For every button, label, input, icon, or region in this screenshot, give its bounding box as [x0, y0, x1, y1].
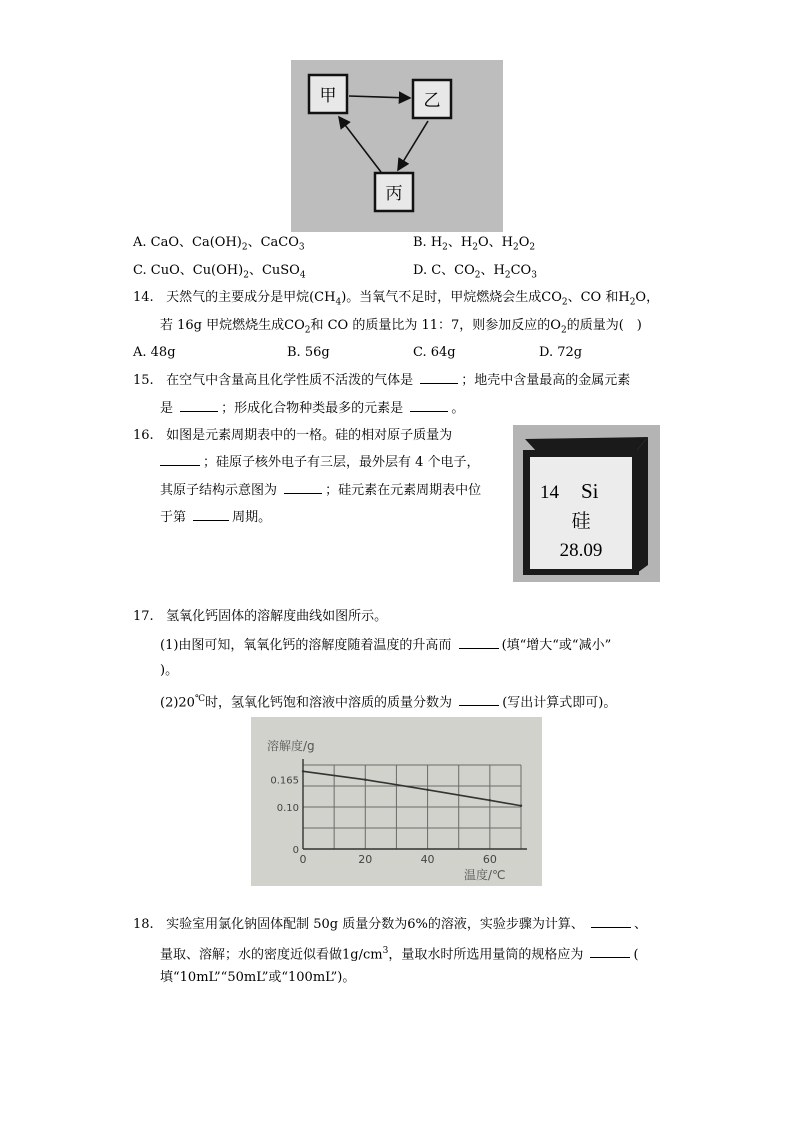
q18-line-3: 填“10mL”“50mL”或“100mL”)。 [160, 970, 356, 985]
q13-option-a [133, 234, 305, 257]
text: O， [635, 290, 660, 305]
text: )。当氧气不足时，甲烷燃烧会生成CO [341, 290, 562, 305]
atomic-number: 14 [540, 482, 559, 503]
x-tick-label: 20 [358, 853, 373, 866]
atomic-mass: 28.09 [559, 540, 603, 561]
q13-option-b [413, 234, 535, 257]
subscript: 2 [474, 270, 481, 281]
text: ；硅元素在元素周期表中位 [325, 483, 482, 498]
q14-line-2 [160, 317, 642, 340]
element-name: 硅 [571, 510, 591, 532]
q15-line-1 [133, 371, 630, 390]
option-letter: A. [133, 235, 147, 250]
text: 的质量为( ) [566, 318, 642, 333]
option-letter: B. [413, 235, 427, 250]
chart-grid [303, 759, 527, 849]
subscript: 4 [335, 297, 342, 308]
option-text: CuO、Cu(OH) [150, 263, 244, 278]
option-letter: D. [413, 263, 428, 278]
node-jia: 甲 [319, 86, 337, 106]
text: 其原子结构示意图为 [160, 483, 278, 498]
cube-top [525, 437, 648, 452]
y-tick-label: 0 [292, 845, 299, 856]
text: 量取、溶解；水的密度近似看做1g/cm [160, 947, 383, 963]
data-point [364, 779, 366, 781]
arrow-yi-to-bing [398, 121, 428, 170]
q14-option-d: D. 72g [539, 345, 583, 360]
element-symbol: Si [581, 479, 599, 503]
text: 周期。 [232, 510, 272, 525]
q16-line-2 [160, 453, 480, 472]
q16-line-4 [160, 508, 271, 527]
cycle-diagram [291, 60, 503, 232]
option-letter: C. [133, 263, 147, 278]
text: (写出计算式即可)。 [502, 695, 617, 711]
question-number: 16. [133, 428, 154, 443]
option-text: CO [510, 263, 532, 278]
x-tick-label: 60 [482, 853, 497, 866]
text: 和 CO 的质量比为 11：7，则参加反应的O [310, 318, 561, 333]
subscript: 3 [298, 242, 305, 253]
node-bing: 丙 [385, 184, 403, 204]
silicon-cell-photo [513, 425, 660, 582]
subscript: 2 [629, 297, 636, 308]
subscript: 2 [560, 325, 567, 336]
solubility-chart-photo [251, 717, 542, 886]
subscript: 2 [529, 242, 536, 253]
y-tick-label: 0.10 [276, 803, 299, 814]
option-text: O [518, 235, 530, 250]
answer-blank[interactable] [180, 399, 218, 412]
text: (1)由图可知，氧氧化钙的溶解度随着温度的升高而 [160, 638, 452, 653]
x-tick-label: 0 [299, 853, 307, 866]
text: 、CO 和H [567, 290, 630, 305]
q17-part-1-end: )。 [160, 663, 179, 678]
subscript: 2 [472, 242, 478, 253]
text: ；地壳中含量最高的金属元素 [461, 373, 631, 388]
subscript: 2 [504, 270, 511, 281]
data-point [302, 770, 304, 772]
option-text: 、H [480, 263, 505, 278]
answer-blank[interactable] [459, 693, 499, 706]
degree-symbol: ℃ [194, 694, 206, 704]
q13-option-c [133, 262, 306, 285]
text: ；硅原子核外电子有三层，最外层有 4 个电子， [203, 455, 480, 470]
text: 时，氢氧化钙饱和溶液中溶质的质量分数为 [205, 695, 453, 711]
option-text: 、H [447, 235, 473, 250]
answer-blank[interactable] [420, 371, 458, 384]
question-number: 17. [133, 609, 154, 624]
option-text: CaO、Ca(OH) [150, 235, 242, 250]
solubility-curve [303, 771, 521, 805]
subscript: 3 [531, 270, 537, 281]
option-text: C、CO [431, 263, 475, 278]
superscript: 3 [382, 946, 389, 956]
text: 若 16g 甲烷燃烧生成CO [160, 318, 305, 333]
answer-blank[interactable] [410, 399, 448, 412]
data-point [426, 789, 428, 791]
question-number: 15. [133, 373, 154, 388]
answer-blank[interactable] [590, 945, 630, 958]
y-axis-label: 溶解度/g [267, 739, 315, 753]
q16-line-3 [160, 481, 481, 500]
q14-option-c: C. 64g [413, 345, 456, 360]
q17-intro [133, 608, 387, 626]
text: 天然气的主要成分是甲烷(CH [166, 290, 336, 305]
q13-option-d [413, 262, 537, 285]
chart-series [302, 770, 522, 807]
option-text: 、CuSO [248, 263, 300, 278]
subscript: 2 [512, 242, 519, 253]
text: (填“增大“或“减小” [501, 638, 612, 653]
text: 如图是元素周期表中的一格。硅的相对原子质量为 [166, 428, 453, 443]
text: 。 [451, 401, 465, 416]
solubility-chart [251, 717, 542, 886]
q17-part-1 [160, 636, 611, 655]
option-text: H [430, 235, 443, 250]
subscript: 2 [243, 270, 249, 281]
option-text: 、CaCO [247, 235, 299, 250]
q18-line-1 [133, 915, 647, 934]
node-yi: 乙 [423, 91, 441, 111]
text: 在空气中含量高且化学性质不活泼的气体是 [166, 373, 414, 388]
q16-line-1 [133, 427, 452, 445]
text: ；形成化合物种类最多的元素是 [221, 401, 404, 416]
subscript: 2 [561, 297, 568, 308]
data-point [489, 799, 491, 801]
silicon-cell [513, 425, 660, 582]
q18-line-2 [160, 942, 639, 964]
answer-blank[interactable] [459, 636, 499, 649]
subscript: 2 [442, 242, 448, 253]
subscript: 2 [241, 242, 248, 253]
question-number: 14. [133, 290, 154, 305]
q14-option-a: A. 48g [133, 345, 176, 360]
option-text: O、H [477, 235, 513, 250]
data-point [520, 805, 522, 807]
y-tick-label: 0.165 [270, 775, 299, 787]
q14-line-1 [133, 289, 659, 312]
text: ( [633, 947, 639, 963]
subscript: 2 [304, 325, 311, 336]
arrow-jia-to-yi [349, 96, 410, 98]
cycle-diagram-photo [291, 60, 503, 232]
text: 是 [160, 401, 174, 416]
text: ，量取水时所选用量筒的规格应为 [388, 947, 584, 963]
text: 于第 [160, 510, 187, 525]
text: 、 [634, 917, 648, 932]
text: 实验室用氯化钠固体配制 50g 质量分数为6%的溶液，实验步骤为计算、 [166, 917, 584, 932]
q14-option-b: B. 56g [287, 345, 330, 360]
arrow-bing-to-jia [339, 117, 381, 172]
q15-line-2 [160, 399, 464, 418]
chart-ticks [270, 776, 496, 866]
answer-blank[interactable] [591, 915, 631, 928]
x-tick-label: 40 [420, 853, 435, 866]
x-axis-label: 温度/℃ [464, 868, 506, 882]
text: (2)20 [160, 695, 195, 711]
answer-blank[interactable] [193, 508, 229, 521]
question-number: 18. [133, 917, 154, 932]
answer-blank[interactable] [160, 453, 200, 466]
text: 氢氧化钙固体的溶解度曲线如图所示。 [166, 609, 388, 624]
subscript: 4 [299, 270, 306, 281]
q17-part-2 [160, 690, 616, 712]
answer-blank[interactable] [284, 481, 322, 494]
